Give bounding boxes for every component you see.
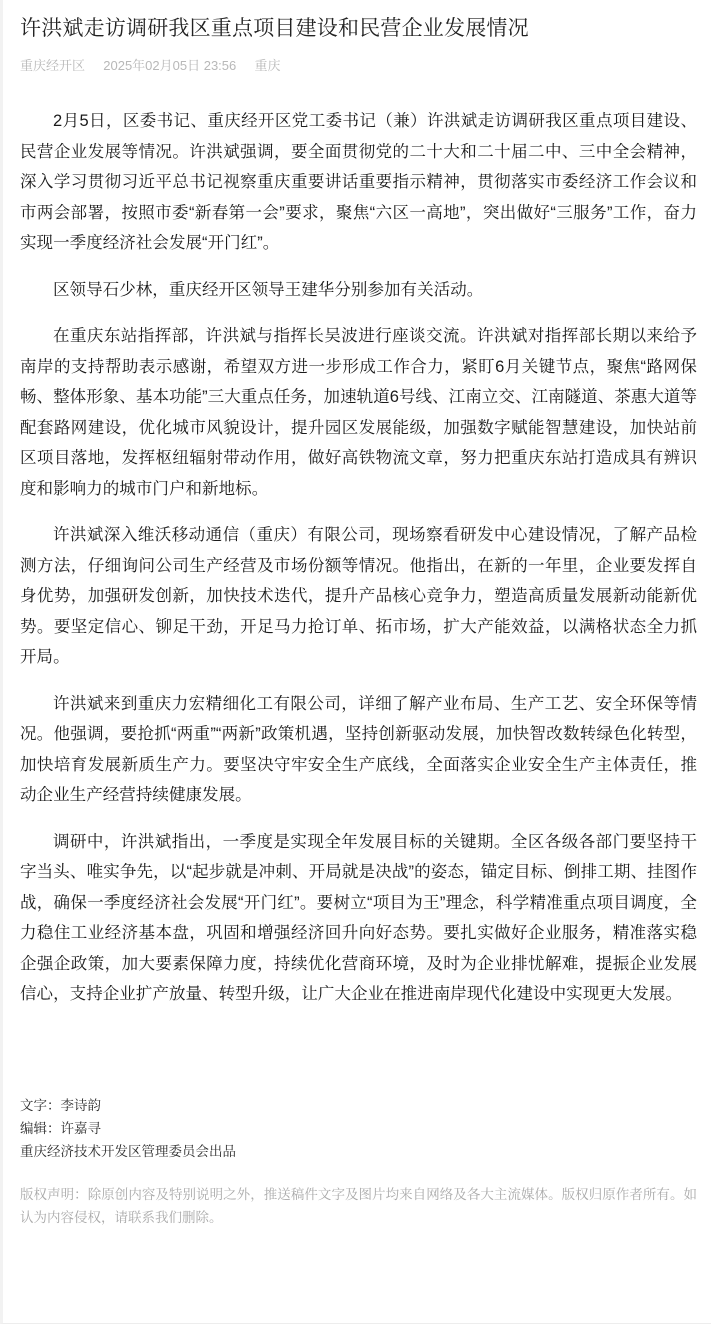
meta-source: 重庆经开区 [20,58,86,73]
credit-editor: 编辑：许嘉寻 [20,1120,101,1136]
credit-writer: 文字：李诗韵 [20,1097,101,1113]
article-paragraph: 在重庆东站指挥部，许洪斌与指挥长吴波进行座谈交流。许洪斌对指挥部长期以来给予南岸的支持帮助表示感谢，希望双方进一步形成工作合力，紧盯6月关键节点，聚焦“路网保畅、整体形象、基本功能”三大重点任务，加速轨道6号线、江南立交、江南隧道、茶惠大道等配套路网建设，优化城市风貌设计，提升园区发展能级，加强数字赋能智慧建设，加快站前区项目落地，发挥枢纽辐射带动作用，做好高铁物流文章，努力把重庆东站打造成具有辨识度和影响力的城市门户和新地标。 [20,327,697,498]
meta-location: 重庆 [254,58,281,73]
credit-producer: 重庆经济技术开发区管理委员会出品 [20,1143,236,1159]
article-paragraph: 许洪斌深入维沃移动通信（重庆）有限公司，现场察看研发中心建设情况，了解产品检测方法，仔细询问公司生产经营及市场份额等情况。他指出，在新的一年里，企业要发挥自身优势，加强研发创新，加快技术迭代，提升产品核心竞争力，塑造高质量发展新动能新优势。要坚定信心、铆足干劲，开足马力抢订单、拓市场，扩大产能效益，以满格状态全力抓开局。 [20,526,697,666]
article-body [20,106,697,1010]
article-paragraph: 调研中，许洪斌指出，一季度是实现全年发展目标的关键期。全区各级各部门要坚持干字当头、唯实争先，以“起步就是冲刺、开局就是决战”的姿态，锚定目标、倒排工期、挂图作战，确保一季度经济社会发展“开门红”。要树立“项目为王”理念，科学精准重点项目调度，全力稳住工业经济基本盘，巩固和增强经济回升向好态势。要扎实做好企业服务，精准落实稳企强企政策，加大要素保障力度，持续优化营商环境，及时为企业排忧解难，提振企业发展信心，支持企业扩产放量、转型升级，让广大企业在推进南岸现代化建设中实现更大发展。 [20,832,697,1003]
article-paragraph: 区领导石少林，重庆经开区领导王建华分别参加有关活动。 [53,280,484,299]
copyright-notice: 版权声明：除原创内容及特别说明之外，推送稿件文字及图片均来自网络及各大主流媒体。版权归原作者所有。如认为内容侵权，请联系我们删除。 [20,1186,697,1225]
article-credits [20,1094,697,1163]
meta-datetime: 2025年02月05日 23:56 [103,58,237,73]
article-meta [20,57,697,75]
page-title: 许洪斌走访调研我区重点项目建设和民营企业发展情况 [20,17,529,40]
article-container [3,0,711,1255]
article-paragraph: 2月5日，区委书记、重庆经开区党工委书记（兼）许洪斌走访调研我区重点项目建设、民营企业发展等情况。许洪斌强调，要全面贯彻党的二十大和二十届二中、三中全会精神，深入学习贯彻习近平总书记视察重庆重要讲话重要指示精神，贯彻落实市委经济工作会议和市两会部署，按照市委“新春第一会”要求，聚焦“六区一高地”，突出做好“三服务”工作，奋力实现一季度经济社会发展“开门红”。 [20,112,697,252]
article-paragraph: 许洪斌来到重庆力宏精细化工有限公司，详细了解产业布局、生产工艺、安全环保等情况。他强调，要抢抓“两重”“两新”政策机遇，坚持创新驱动发展，加快智改数转绿色化转型，加快培育发展新质生产力。要坚决守牢安全生产底线，全面落实企业安全生产主体责任，推动企业生产经营持续健康发展。 [20,694,697,804]
